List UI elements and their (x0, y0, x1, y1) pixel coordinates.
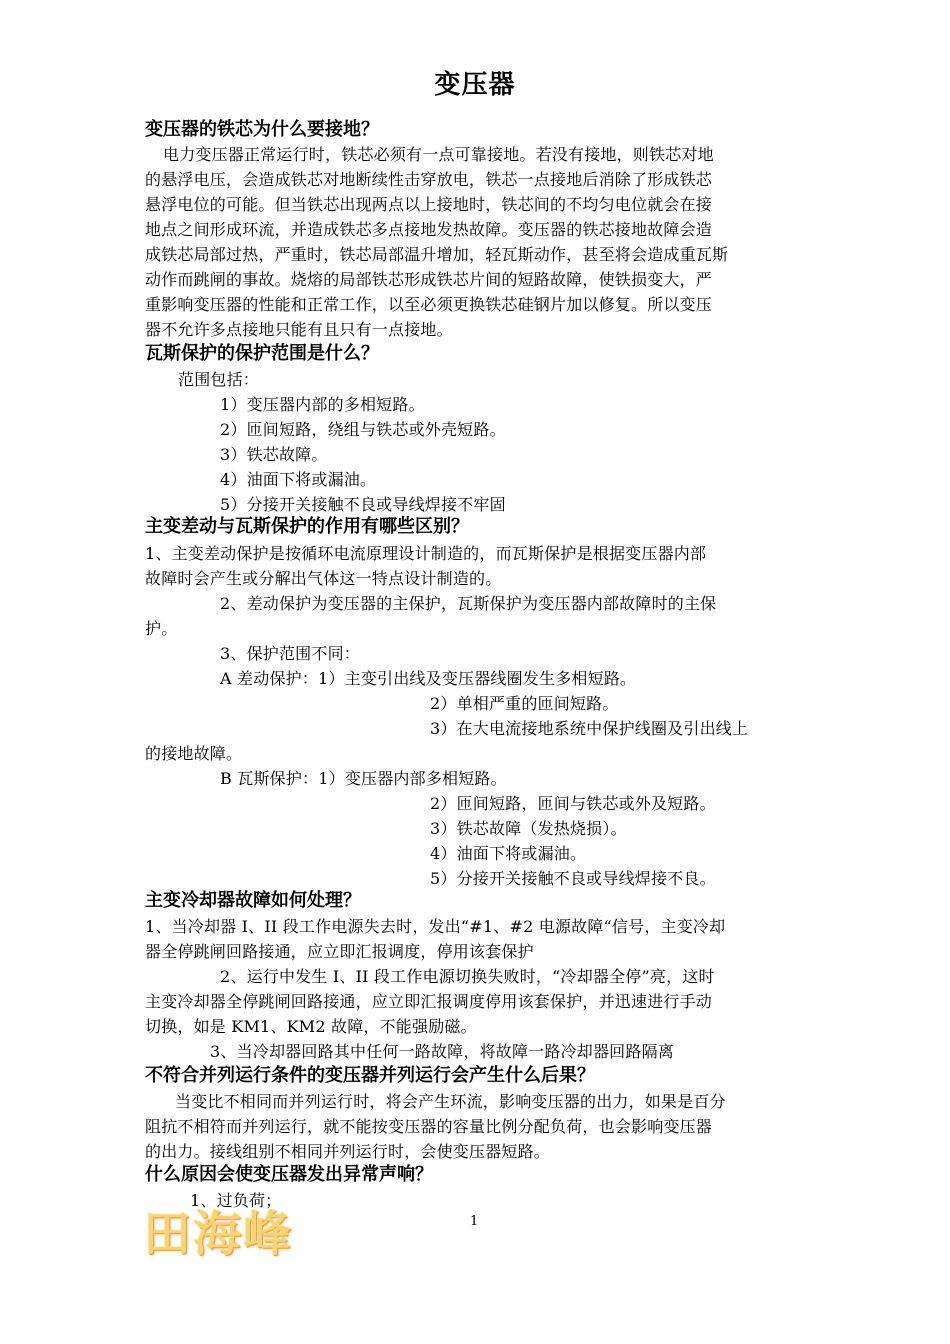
paragraph-line: 主变冷却器全停跳闸回路接通，应立即汇报调度停用该套保护，并迅速进行手动 (145, 992, 713, 1011)
list-item: 2）匝间短路，绕组与铁芯或外壳短路。 (220, 420, 506, 439)
list-item: B 瓦斯保护：1）变压器内部多相短路。 (220, 769, 507, 788)
paragraph-line: 3、当冷却器回路其中任何一路故障，将故障一路冷却器回路隔离 (210, 1042, 674, 1061)
list-item: A 差动保护：1）主变引出线及变压器线圈发生多相短路。 (220, 669, 637, 688)
list-item: 4）油面下将或漏油。 (220, 470, 377, 489)
paragraph-line: 2、运行中发生 I、II 段工作电源切换失败时，“冷却器全停”亮，这时 (220, 967, 715, 986)
paragraph-line: 地点之间形成环流，并造成铁芯多点接地发热故障。变压器的铁芯接地故障会造 (145, 220, 713, 239)
list-item: 2）单相严重的匝间短路。 (430, 694, 619, 713)
paragraph-line: 电力变压器正常运行时，铁芯必须有一点可靠接地。若没有接地，则铁芯对地 (163, 145, 714, 164)
paragraph-line: 器全停跳闸回路接通，应立即汇报调度，停用该套保护 (145, 942, 534, 961)
paragraph-line: 3、保护范围不同： (220, 644, 360, 663)
paragraph-line: 的接地故障。 (145, 744, 243, 763)
paragraph-line: 阻抗不相符而并列运行，就不能按变压器的容量比例分配负荷，也会影响变压器 (145, 1117, 713, 1136)
section-heading: 不符合并列运行条件的变压器并列运行会产生什么后果？ (145, 1065, 595, 1086)
section-heading: 主变差动与瓦斯保护的作用有哪些区别？ (145, 516, 469, 537)
list-item: 1）变压器内部的多相短路。 (220, 395, 425, 414)
list-item: 5）分接开关接触不良或导线焊接不牢固 (220, 495, 506, 514)
paragraph-line: 1、主变差动保护是按循环电流原理设计制造的，而瓦斯保护是根据变压器内部 (145, 544, 707, 563)
list-item: 5）分接开关接触不良或导线焊接不良。 (430, 869, 716, 888)
paragraph-line: 护。 (145, 619, 178, 638)
section-heading: 变压器的铁芯为什么要接地？ (145, 119, 379, 140)
section-heading: 瓦斯保护的保护范围是什么？ (145, 343, 379, 364)
page-number: 1 (470, 1214, 479, 1229)
paragraph-line: 切换，如是 KM1、KM2 故障，不能强励磁。 (145, 1017, 477, 1036)
paragraph-line: 动作而跳闸的事故。烧熔的局部铁芯形成铁芯片间的短路故障，使铁损变大，严 (145, 270, 713, 289)
list-item: 2）匝间短路，匝间与铁芯或外及短路。 (430, 794, 716, 813)
list-item: 3）在大电流接地系统中保护线圈及引出线上 (430, 719, 749, 738)
paragraph-line: 器不允许多点接地只能有且只有一点接地。 (145, 320, 453, 339)
page-title: 变压器 (434, 70, 516, 100)
list-item: 1、过负荷； (190, 1191, 282, 1210)
paragraph-line: 当变比不相同而并列运行时，将会产生环流，影响变压器的出力，如果是百分 (175, 1092, 726, 1111)
paragraph-line: 故障时会产生或分解出气体这一特点设计制造的。 (145, 569, 502, 588)
paragraph-line: 悬浮电位的可能。但当铁芯出现两点以上接地时，铁芯间的不均匀电位就会在接 (145, 195, 713, 214)
author-logo-watermark: 田海峰 (143, 1206, 294, 1262)
list-item: 3）铁芯故障（发热烧损）。 (430, 819, 627, 838)
paragraph-line: 范围包括： (178, 370, 260, 389)
paragraph-line: 的出力。接线组别不相同并列运行时，会使变压器短路。 (145, 1142, 551, 1161)
paragraph-line: 的悬浮电压，会造成铁芯对地断续性击穿放电，铁芯一点接地后消除了形成铁芯 (145, 170, 713, 189)
paragraph-line: 重影响变压器的性能和正常工作，以至必须更换铁芯硅钢片加以修复。所以变压 (145, 295, 713, 314)
paragraph-line: 1、当冷却器 I、II 段工作电源失去时，发出“#1、#2 电源故障“信号，主变冷却 (145, 917, 726, 936)
section-heading: 主变冷却器故障如何处理？ (145, 890, 361, 911)
list-item: 4）油面下将或漏油。 (430, 844, 587, 863)
paragraph-line: 成铁芯局部过热，严重时，铁芯局部温升增加，轻瓦斯动作，甚至将会造成重瓦斯 (145, 245, 729, 264)
list-item: 3）铁芯故障。 (220, 445, 328, 464)
paragraph-line: 2、差动保护为变压器的主保护，瓦斯保护为变压器内部故障时的主保 (220, 594, 717, 613)
section-heading: 什么原因会使变压器发出异常声响？ (145, 1164, 433, 1185)
